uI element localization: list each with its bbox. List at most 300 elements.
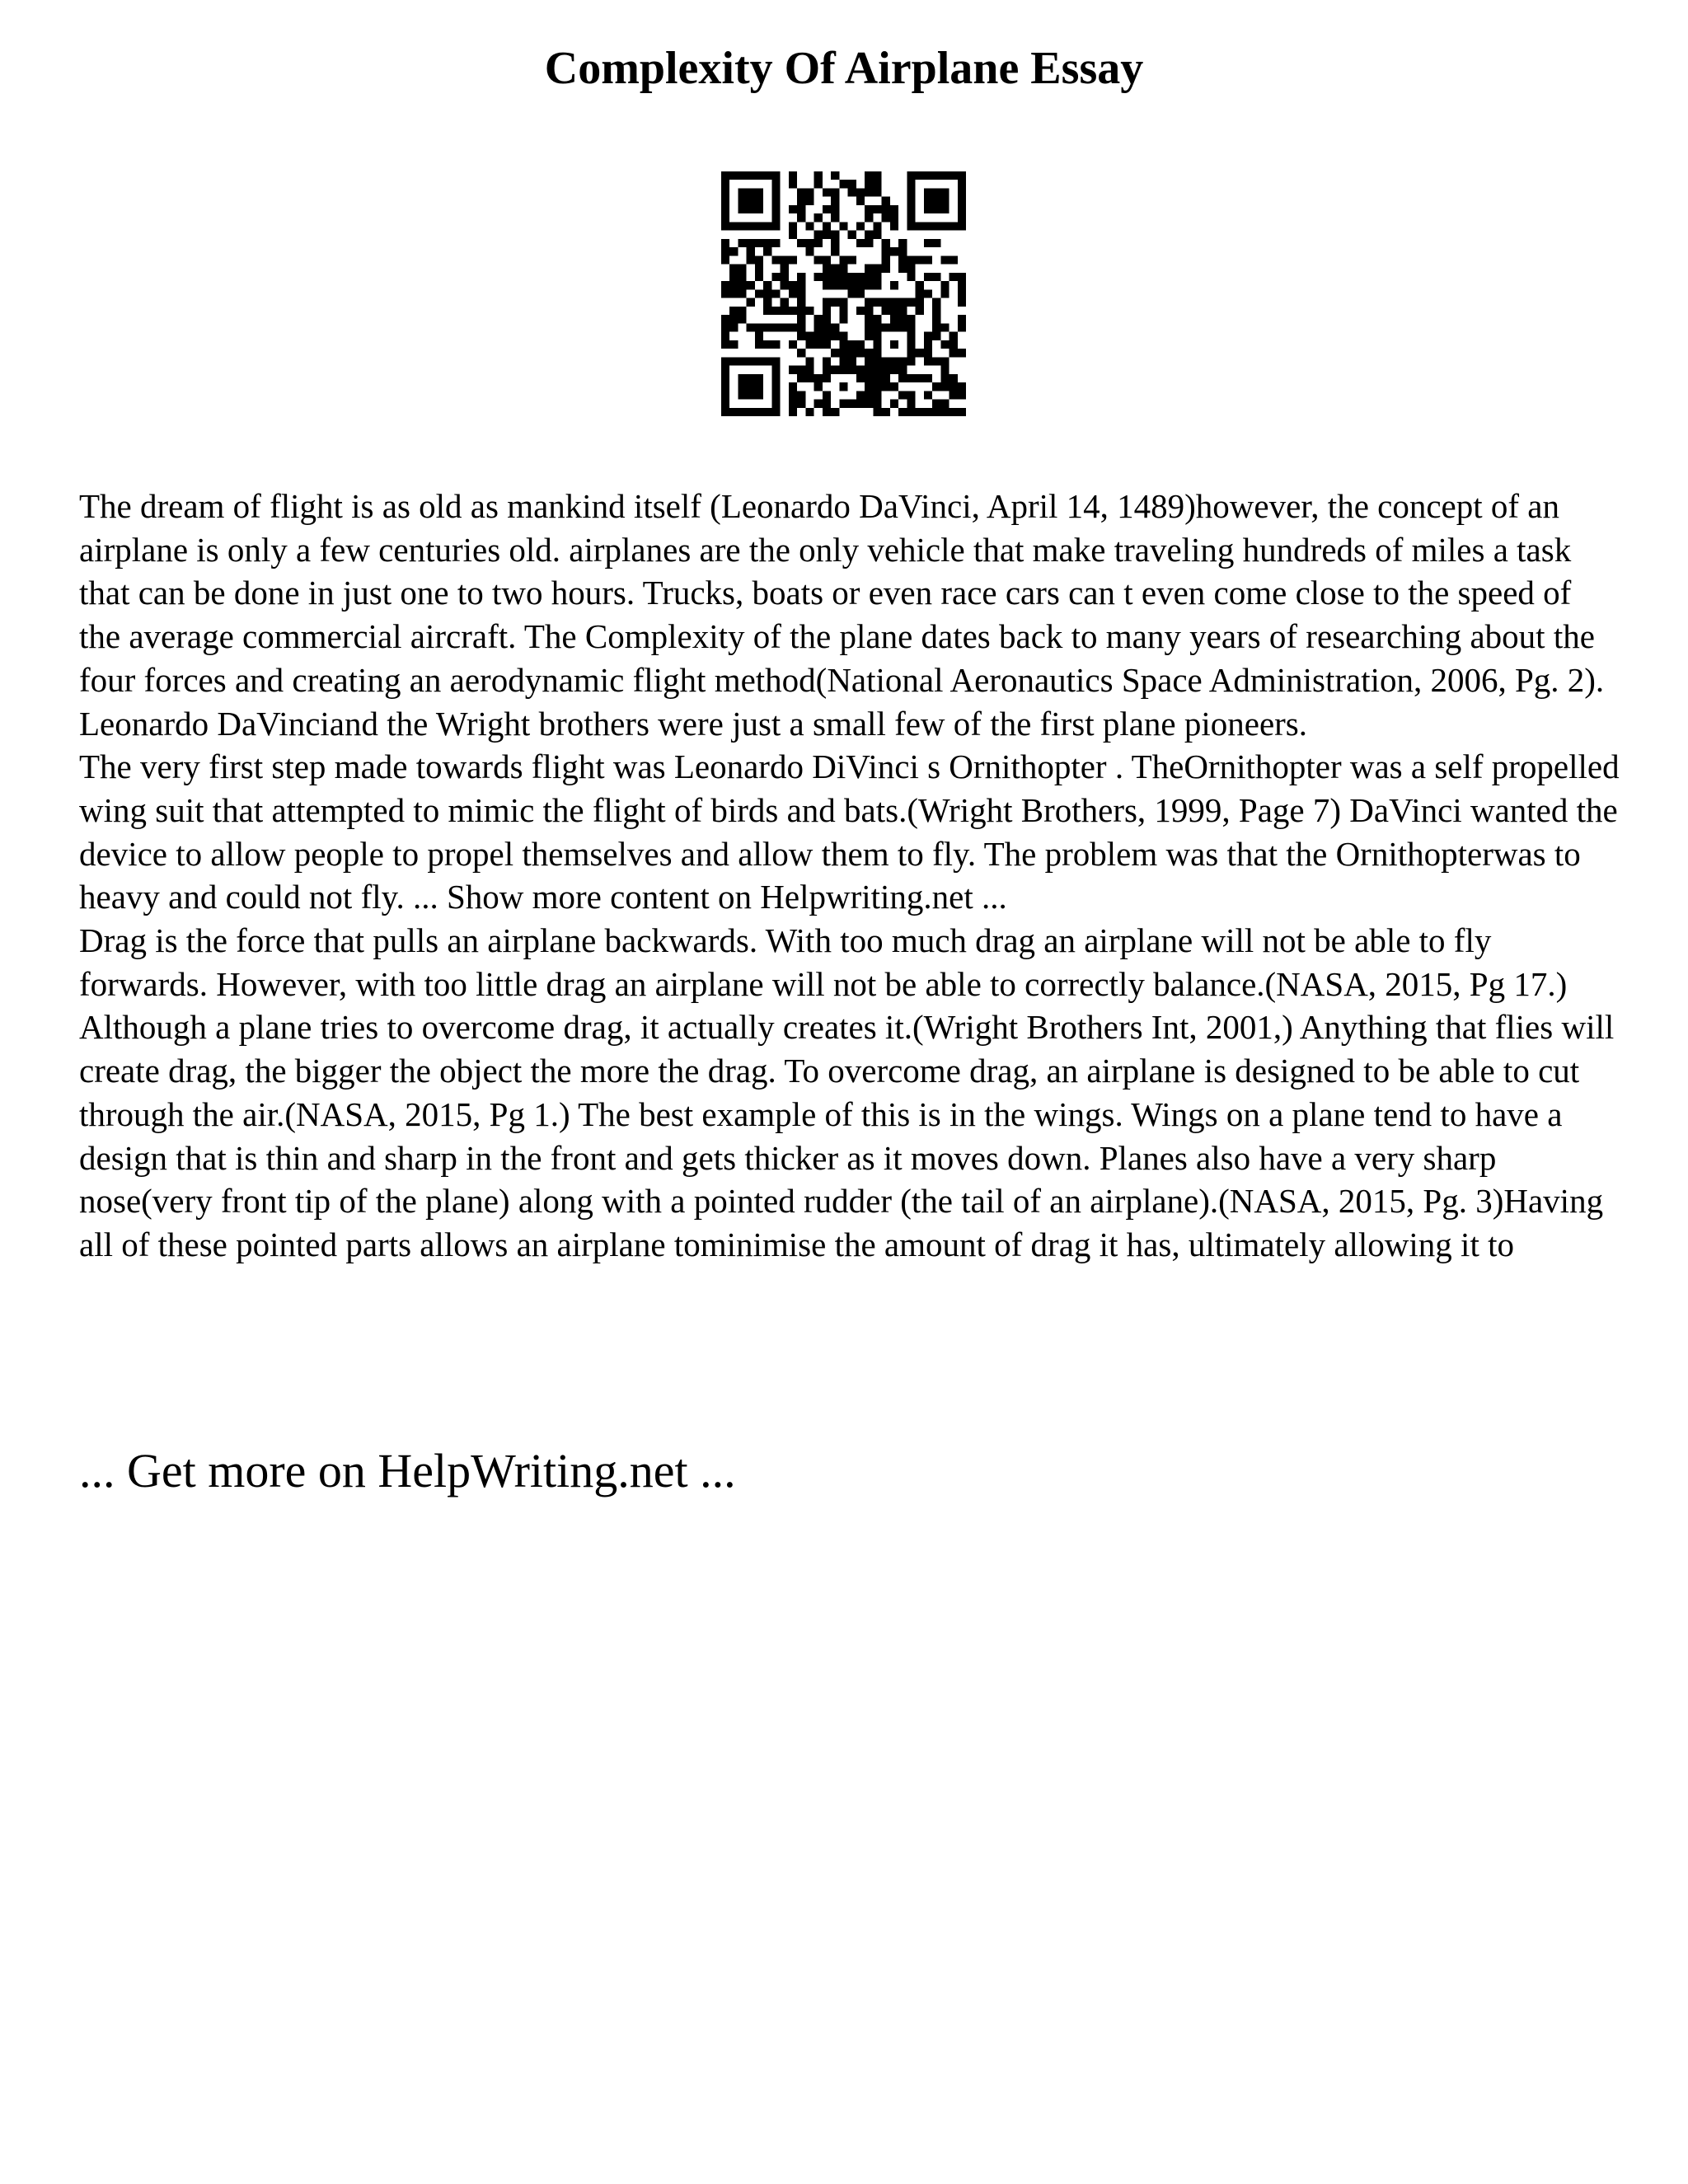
qr-module: [831, 273, 839, 281]
qr-module: [771, 188, 780, 196]
qr-module: [907, 349, 915, 357]
qr-module: [924, 349, 932, 357]
qr-module: [898, 374, 907, 382]
qr-module: [729, 315, 738, 323]
qr-module: [873, 374, 881, 382]
qr-module: [856, 391, 865, 399]
qr-module: [789, 340, 797, 349]
qr-module: [831, 323, 839, 331]
qr-module: [805, 366, 814, 374]
qr-module: [907, 222, 915, 230]
qr-module: [755, 332, 763, 340]
qr-module: [738, 357, 746, 365]
qr-module: [848, 366, 856, 374]
qr-module: [755, 340, 763, 349]
qr-module: [814, 332, 823, 340]
qr-module: [771, 222, 780, 230]
qr-module: [797, 332, 805, 340]
qr-module: [873, 332, 881, 340]
qr-module: [865, 171, 873, 180]
qr-module: [755, 273, 763, 281]
qr-module: [890, 205, 898, 213]
qr-module: [839, 357, 847, 365]
qr-module: [873, 382, 881, 391]
qr-module: [856, 222, 865, 230]
qr-module: [958, 323, 966, 331]
qr-module: [873, 323, 881, 331]
qr-module: [814, 171, 823, 180]
qr-module: [924, 188, 932, 196]
qr-module: [924, 332, 932, 340]
qr-module: [839, 332, 847, 340]
qr-module: [950, 340, 958, 349]
qr-module: [738, 197, 746, 205]
qr-module: [814, 315, 823, 323]
qr-module: [958, 188, 966, 196]
qr-module: [797, 197, 805, 205]
document-title: Complexity Of Airplane Essay: [544, 43, 1144, 94]
qr-module: [907, 265, 915, 273]
qr-module: [789, 231, 797, 239]
qr-module: [771, 273, 780, 281]
qr-module: [814, 231, 823, 239]
qr-module: [721, 171, 729, 180]
qr-module: [747, 247, 755, 255]
qr-module: [831, 408, 839, 416]
qr-module: [865, 265, 873, 273]
qr-module: [898, 255, 907, 264]
qr-module: [924, 340, 932, 349]
qr-module: [890, 213, 898, 222]
qr-module: [797, 281, 805, 289]
qr-module: [848, 273, 856, 281]
qr-module: [831, 332, 839, 340]
qr-module: [755, 239, 763, 247]
qr-module: [797, 366, 805, 374]
qr-module: [721, 400, 729, 408]
qr-module: [781, 307, 789, 315]
qr-module: [747, 408, 755, 416]
qr-module: [907, 180, 915, 188]
qr-module: [940, 374, 949, 382]
qr-module: [932, 400, 940, 408]
qr-module: [771, 213, 780, 222]
qr-module: [738, 307, 746, 315]
qr-module: [805, 239, 814, 247]
qr-module: [771, 323, 780, 331]
qr-module: [789, 400, 797, 408]
qr-module: [805, 247, 814, 255]
qr-module: [940, 197, 949, 205]
qr-module: [747, 357, 755, 365]
qr-module: [916, 307, 924, 315]
qr-module: [856, 239, 865, 247]
qr-module: [839, 273, 847, 281]
qr-module: [873, 340, 881, 349]
qr-module: [747, 171, 755, 180]
qr-module: [721, 255, 729, 264]
qr-module: [823, 315, 831, 323]
qr-module: [839, 255, 847, 264]
qr-module: [721, 205, 729, 213]
qr-module: [865, 180, 873, 188]
qr-module: [789, 171, 797, 180]
qr-module: [882, 366, 890, 374]
qr-module: [729, 281, 738, 289]
qr-module: [932, 357, 940, 365]
qr-module: [839, 265, 847, 273]
qr-module: [747, 391, 755, 399]
qr-module: [890, 357, 898, 365]
get-more-link[interactable]: ... Get more on HelpWriting.net ...: [79, 1444, 736, 1497]
qr-module: [789, 307, 797, 315]
qr-module: [950, 391, 958, 399]
qr-module: [882, 374, 890, 382]
qr-module: [797, 374, 805, 382]
qr-module: [924, 289, 932, 298]
qr-module: [916, 374, 924, 382]
qr-module: [747, 323, 755, 331]
qr-module: [907, 374, 915, 382]
qr-module: [924, 171, 932, 180]
qr-module: [882, 265, 890, 273]
qr-module: [873, 391, 881, 399]
qr-module: [747, 222, 755, 230]
qr-code-graphic: [721, 171, 966, 416]
qr-module: [797, 239, 805, 247]
qr-module: [907, 357, 915, 365]
qr-module: [814, 273, 823, 281]
qr-module: [865, 188, 873, 196]
qr-module: [823, 231, 831, 239]
qr-module: [907, 213, 915, 222]
qr-module: [771, 391, 780, 399]
qr-module: [898, 391, 907, 399]
qr-module: [898, 298, 907, 307]
qr-module: [898, 323, 907, 331]
qr-module: [950, 382, 958, 391]
qr-module: [763, 323, 771, 331]
qr-module: [797, 205, 805, 213]
qr-module: [839, 222, 847, 230]
qr-module: [831, 349, 839, 357]
qr-module: [848, 281, 856, 289]
essay-body: [79, 485, 1620, 1267]
qr-module: [856, 366, 865, 374]
qr-module: [848, 349, 856, 357]
qr-module: [907, 400, 915, 408]
qr-module: [755, 374, 763, 382]
qr-module: [940, 408, 949, 416]
qr-module: [781, 281, 789, 289]
qr-module: [940, 222, 949, 230]
qr-module: [940, 255, 949, 264]
qr-module: [814, 213, 823, 222]
qr-module: [814, 340, 823, 349]
qr-module: [755, 289, 763, 298]
qr-module: [924, 408, 932, 416]
qr-module: [789, 289, 797, 298]
qr-module: [958, 391, 966, 399]
qr-module: [907, 255, 915, 264]
qr-module: [856, 197, 865, 205]
qr-module: [729, 247, 738, 255]
qr-module: [729, 323, 738, 331]
qr-module: [898, 408, 907, 416]
qr-module: [865, 400, 873, 408]
qr-module: [831, 205, 839, 213]
qr-module: [797, 307, 805, 315]
qr-module: [856, 349, 865, 357]
qr-module: [721, 408, 729, 416]
qr-module: [738, 289, 746, 298]
qr-module: [755, 382, 763, 391]
qr-module: [865, 307, 873, 315]
qr-module: [814, 374, 823, 382]
qr-module: [797, 315, 805, 323]
qr-module: [873, 188, 881, 196]
qr-module: [831, 239, 839, 247]
qr-module: [823, 408, 831, 416]
qr-module: [924, 222, 932, 230]
qr-module: [950, 222, 958, 230]
qr-module: [721, 281, 729, 289]
qr-module: [729, 273, 738, 281]
qr-module: [924, 197, 932, 205]
qr-module: [831, 281, 839, 289]
qr-module: [738, 281, 746, 289]
qr-module: [924, 205, 932, 213]
qr-module: [916, 408, 924, 416]
qr-module: [763, 307, 771, 315]
qr-module: [789, 382, 797, 391]
qr-module: [763, 281, 771, 289]
qr-module: [856, 400, 865, 408]
qr-module: [958, 298, 966, 307]
qr-module: [907, 188, 915, 196]
qr-module: [823, 391, 831, 399]
qr-module: [856, 307, 865, 315]
qr-module: [848, 357, 856, 365]
qr-code[interactable]: [721, 171, 966, 416]
qr-module: [831, 247, 839, 255]
qr-module: [882, 213, 890, 222]
qr-module: [907, 408, 915, 416]
qr-module: [865, 315, 873, 323]
qr-module: [865, 332, 873, 340]
qr-module: [882, 357, 890, 365]
qr-module: [890, 315, 898, 323]
qr-module: [781, 323, 789, 331]
qr-module: [789, 281, 797, 289]
qr-module: [958, 205, 966, 213]
qr-module: [738, 188, 746, 196]
qr-module: [865, 357, 873, 365]
qr-module: [958, 289, 966, 298]
qr-module: [907, 332, 915, 340]
qr-module: [839, 307, 847, 315]
qr-module: [729, 265, 738, 273]
qr-module: [747, 188, 755, 196]
qr-module: [890, 323, 898, 331]
qr-module: [932, 205, 940, 213]
qr-module: [898, 307, 907, 315]
qr-module: [932, 171, 940, 180]
qr-module: [763, 357, 771, 365]
qr-module: [771, 197, 780, 205]
qr-module: [771, 180, 780, 188]
qr-module: [873, 273, 881, 281]
qr-module: [823, 273, 831, 281]
qr-module: [755, 188, 763, 196]
paragraph-intro: The dream of flight is as old as mankind itself (Leonardo DaVinci, April 14, 1489)however, the concept of an airplane is only a few centuries old. airplanes are the only vehicle that make traveling hundreds of miles a task that can be done in just one to two hours. Trucks, boats or even race cars can t even come close to the speed of the average commercial aircraft. The Complexity of the plane dates back to many years of researching about the four forces and creating an aerodynamic flight method(National Aeronautics Space Administration, 2006, Pg. 2). Leonardo DaVinciand the Wright brothers were just a small few of the first plane pioneers.: [79, 487, 1605, 743]
qr-module: [721, 289, 729, 298]
qr-module: [763, 289, 771, 298]
qr-module: [907, 298, 915, 307]
qr-module: [771, 239, 780, 247]
qr-module: [763, 298, 771, 307]
qr-module: [882, 205, 890, 213]
qr-module: [755, 222, 763, 230]
qr-module: [805, 307, 814, 315]
qr-module: [924, 374, 932, 382]
qr-module: [873, 408, 881, 416]
qr-module: [738, 222, 746, 230]
qr-module: [831, 366, 839, 374]
qr-module: [856, 281, 865, 289]
qr-module: [747, 298, 755, 307]
qr-module: [823, 332, 831, 340]
qr-module: [873, 171, 881, 180]
qr-module: [823, 357, 831, 365]
qr-module: [721, 366, 729, 374]
qr-module: [823, 188, 831, 196]
qr-module: [950, 255, 958, 264]
qr-module: [932, 315, 940, 323]
qr-module: [823, 222, 831, 230]
qr-module: [865, 382, 873, 391]
qr-module: [747, 239, 755, 247]
qr-module: [958, 382, 966, 391]
qr-module: [898, 366, 907, 374]
qr-module: [797, 349, 805, 357]
qr-module: [890, 281, 898, 289]
qr-module: [814, 239, 823, 247]
qr-module: [831, 265, 839, 273]
qr-module: [873, 366, 881, 374]
qr-module: [873, 180, 881, 188]
qr-module: [721, 332, 729, 340]
qr-module: [940, 188, 949, 196]
qr-module: [950, 374, 958, 382]
qr-module: [839, 298, 847, 307]
qr-module: [848, 231, 856, 239]
qr-module: [940, 323, 949, 331]
qr-module: [958, 408, 966, 416]
qr-module: [747, 281, 755, 289]
qr-module: [771, 408, 780, 416]
qr-module: [729, 289, 738, 298]
qr-module: [856, 340, 865, 349]
qr-module: [932, 382, 940, 391]
qr-module: [890, 382, 898, 391]
qr-module: [747, 382, 755, 391]
qr-module: [950, 408, 958, 416]
qr-module: [907, 171, 915, 180]
qr-module: [797, 213, 805, 222]
qr-module: [848, 289, 856, 298]
qr-module: [898, 265, 907, 273]
qr-module: [738, 273, 746, 281]
qr-module: [823, 307, 831, 315]
qr-module: [805, 222, 814, 230]
qr-module: [797, 298, 805, 307]
qr-module: [890, 340, 898, 349]
qr-module: [907, 197, 915, 205]
qr-module: [873, 265, 881, 273]
qr-module: [763, 171, 771, 180]
qr-module: [738, 239, 746, 247]
qr-module: [823, 374, 831, 382]
qr-module: [882, 307, 890, 315]
qr-module: [940, 400, 949, 408]
qr-module: [797, 400, 805, 408]
qr-module: [721, 197, 729, 205]
qr-module: [898, 315, 907, 323]
qr-module: [805, 408, 814, 416]
qr-module: [940, 171, 949, 180]
qr-module: [865, 366, 873, 374]
qr-module: [781, 265, 789, 273]
qr-module: [789, 366, 797, 374]
qr-module: [755, 357, 763, 365]
qr-module: [721, 222, 729, 230]
qr-module: [729, 171, 738, 180]
qr-module: [848, 340, 856, 349]
qr-module: [721, 382, 729, 391]
qr-module: [882, 239, 890, 247]
qr-module: [898, 239, 907, 247]
qr-module: [729, 222, 738, 230]
qr-module: [848, 188, 856, 196]
qr-module: [771, 374, 780, 382]
qr-module: [932, 222, 940, 230]
qr-module: [932, 298, 940, 307]
qr-module: [856, 289, 865, 298]
qr-module: [839, 340, 847, 349]
qr-module: [831, 213, 839, 222]
qr-module: [823, 265, 831, 273]
qr-module: [721, 188, 729, 196]
qr-module: [958, 197, 966, 205]
qr-module: [839, 180, 847, 188]
qr-module: [924, 255, 932, 264]
qr-module: [873, 400, 881, 408]
qr-module: [873, 349, 881, 357]
qr-module: [890, 307, 898, 315]
paragraph-drag: Drag is the force that pulls an airplane backwards. With too much drag an airplane will not be able to fly forwards. However, with too little drag an airplane will not be able to correctly balance.(NASA, 2015, Pg 17.) Although a plane tries to overcome drag, it actually creates it.(Wright Brothers Int, 2001,) Anything that flies will create drag, the bigger the object the more the drag. To overcome drag, an airplane is designed to be able to cut through the air.(NASA, 2015, Pg 1.) The best example of this is in the wings. Wings on a plane tend to have a design that is thin and sharp in the front and gets thicker as it moves down. Planes also have a very sharp nose(very front tip of the plane) along with a pointed rudder (the tail of an airplane).(NASA, 2015, Pg. 3)Having all of these pointed parts allows an airplane tominimise the amount of drag it has, ultimately allowing it to: [79, 921, 1615, 1263]
qr-module: [789, 222, 797, 230]
qr-module: [958, 315, 966, 323]
qr-module: [823, 340, 831, 349]
qr-module: [747, 374, 755, 382]
qr-module: [738, 315, 746, 323]
qr-module: [805, 374, 814, 382]
qr-module: [898, 247, 907, 255]
qr-module: [747, 197, 755, 205]
qr-module: [932, 307, 940, 315]
qr-module: [729, 357, 738, 365]
